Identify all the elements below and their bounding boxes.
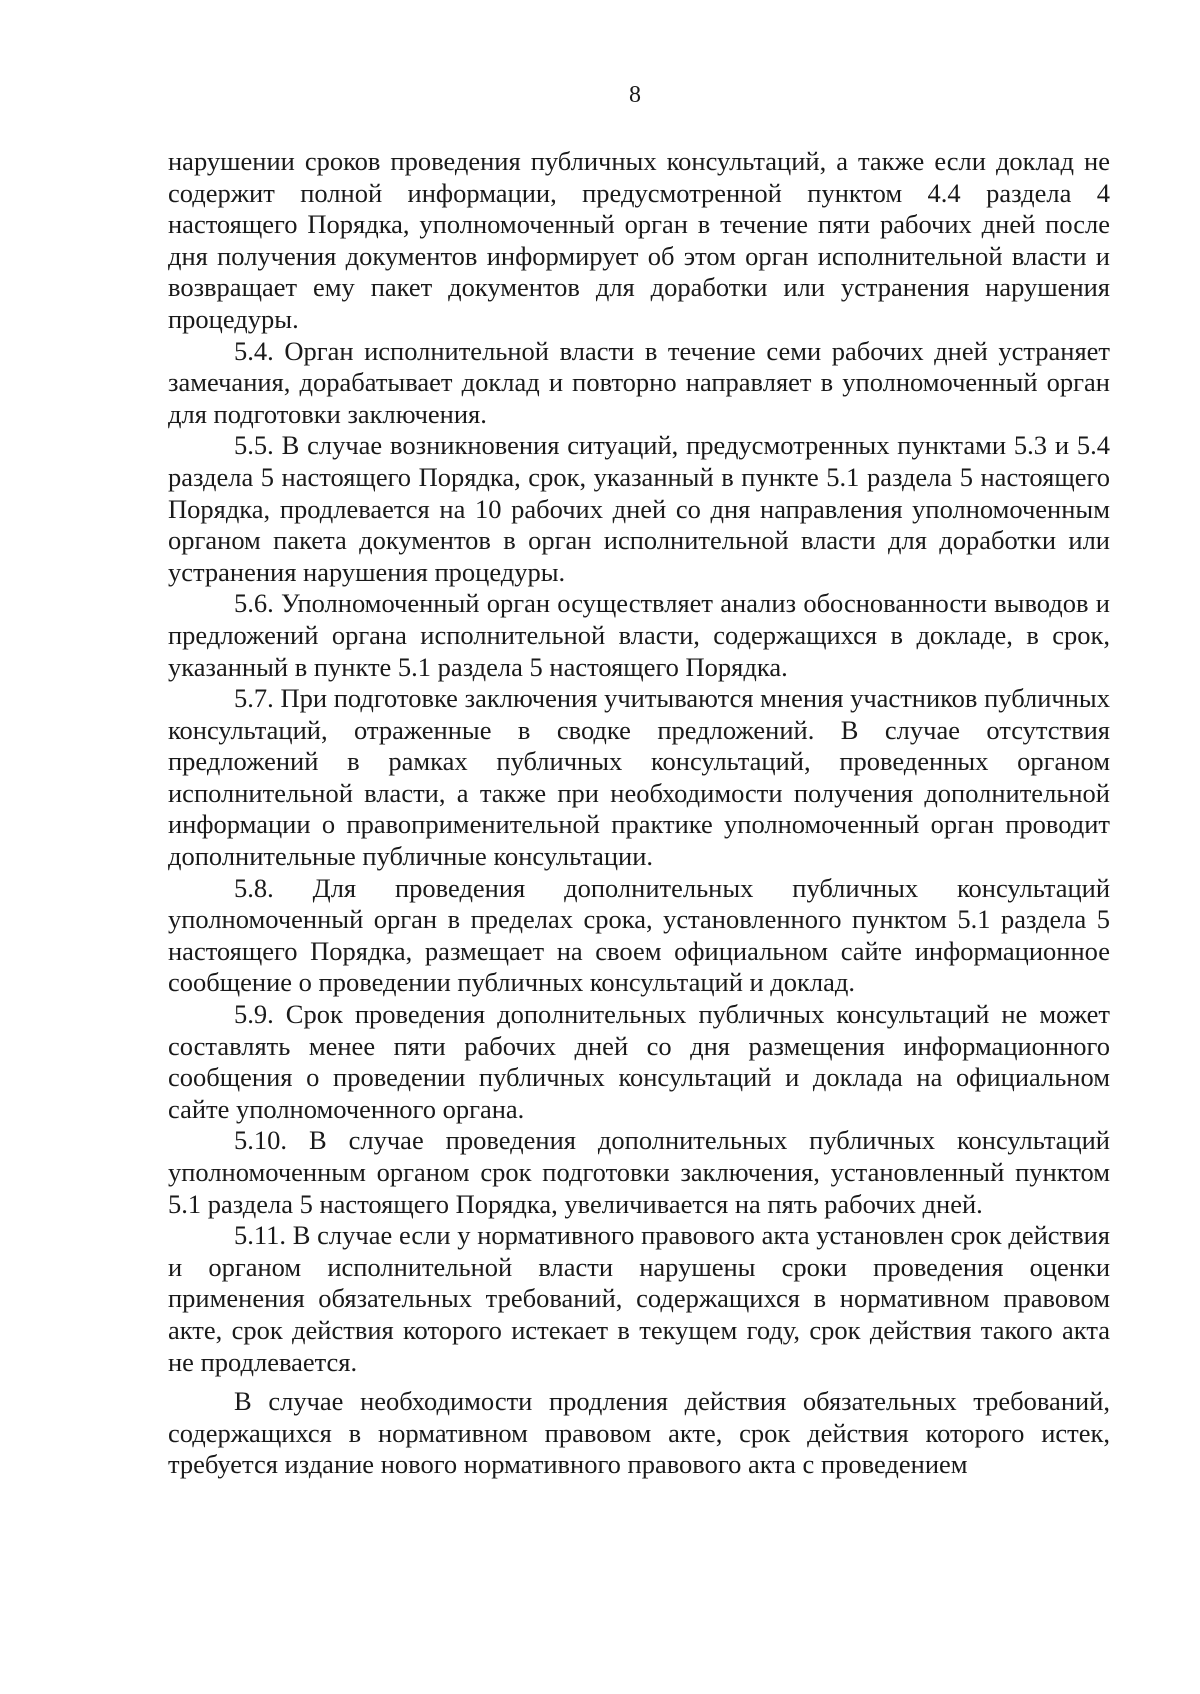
paragraph-extension: В случае необходимости продления действия обязательных требований, содержащихся в нормативном правовом акте, срок действия которого истек, требуется издание нового нормативного правового акта с проведением <box>168 1386 1110 1480</box>
paragraph-5-6: 5.6. Уполномоченный орган осуществляет анализ обоснованности выводов и предложений органа исполнительной власти, содержащихся в докладе, в срок, указанный в пункте 5.1 раздела 5 настоящего Порядка. <box>168 588 1110 682</box>
paragraph-5-8: 5.8. Для проведения дополнительных публичных консультаций уполномоченный орган в пределах срока, установленного пунктом 5.1 раздела 5 настоящего Порядка, размещает на своем официальном сайте информационное сообщение о проведении публичных консультаций и доклад. <box>168 872 1110 998</box>
paragraph-5-9: 5.9. Срок проведения дополнительных публичных консультаций не может составлять менее пяти рабочих дней со дня размещения информационного сообщения о проведении публичных консультаций и доклада на официальном сайте уполномоченного органа. <box>168 999 1110 1124</box>
document-body <box>168 146 1110 1481</box>
paragraph-5-10: 5.10. В случае проведения дополнительных публичных консультаций уполномоченным органом срок подготовки заключения, установленный пунктом 5.1 раздела 5 настоящего Порядка, увеличивается на пять рабочих дней. <box>168 1125 1110 1219</box>
paragraph-5-7: 5.7. При подготовке заключения учитываются мнения участников публичных консультаций, отраженные в сводке предложений. В случае отсутствия предложений в рамках публичных консультаций, проведенных органом исполнительной власти, а также при необходимости получения дополнительной информации о правоприменительной практике уполномоченный орган проводит дополнительные публичные консультации. <box>168 683 1110 872</box>
paragraph-5-4: 5.4. Орган исполнительной власти в течение семи рабочих дней устраняет замечания, дорабатывает доклад и повторно направляет в уполномоченный орган для подготовки заключения. <box>168 335 1110 429</box>
page-number: 8 <box>629 82 641 108</box>
paragraph-5-5: 5.5. В случае возникновения ситуаций, предусмотренных пунктами 5.3 и 5.4 раздела 5 настоящего Порядка, срок, указанный в пункте 5.1 раздела 5 настоящего Порядка, продлевается на 10 рабочих дней со дня направления уполномоченным органом пакета документов в орган исполнительной власти для доработки или устранения нарушения процедуры. <box>168 430 1110 587</box>
paragraph-5-11: 5.11. В случае если у нормативного правового акта установлен срок действия и органом исполнительной власти нарушены сроки проведения оценки применения обязательных требований, содержащихся в нормативном правовом акте, срок действия которого истекает в текущем году, срок действия такого акта не продлевается. <box>168 1220 1110 1377</box>
paragraph-continuation: нарушении сроков проведения публичных консультаций, а также если доклад не содержит полной информации, предусмотренной пунктом 4.4 раздела 4 настоящего Порядка, уполномоченный орган в течение пяти рабочих дней после дня получения документов информирует об этом орган исполнительной власти и возвращает ему пакет документов для доработки или устранения нарушения процедуры. <box>168 146 1110 334</box>
